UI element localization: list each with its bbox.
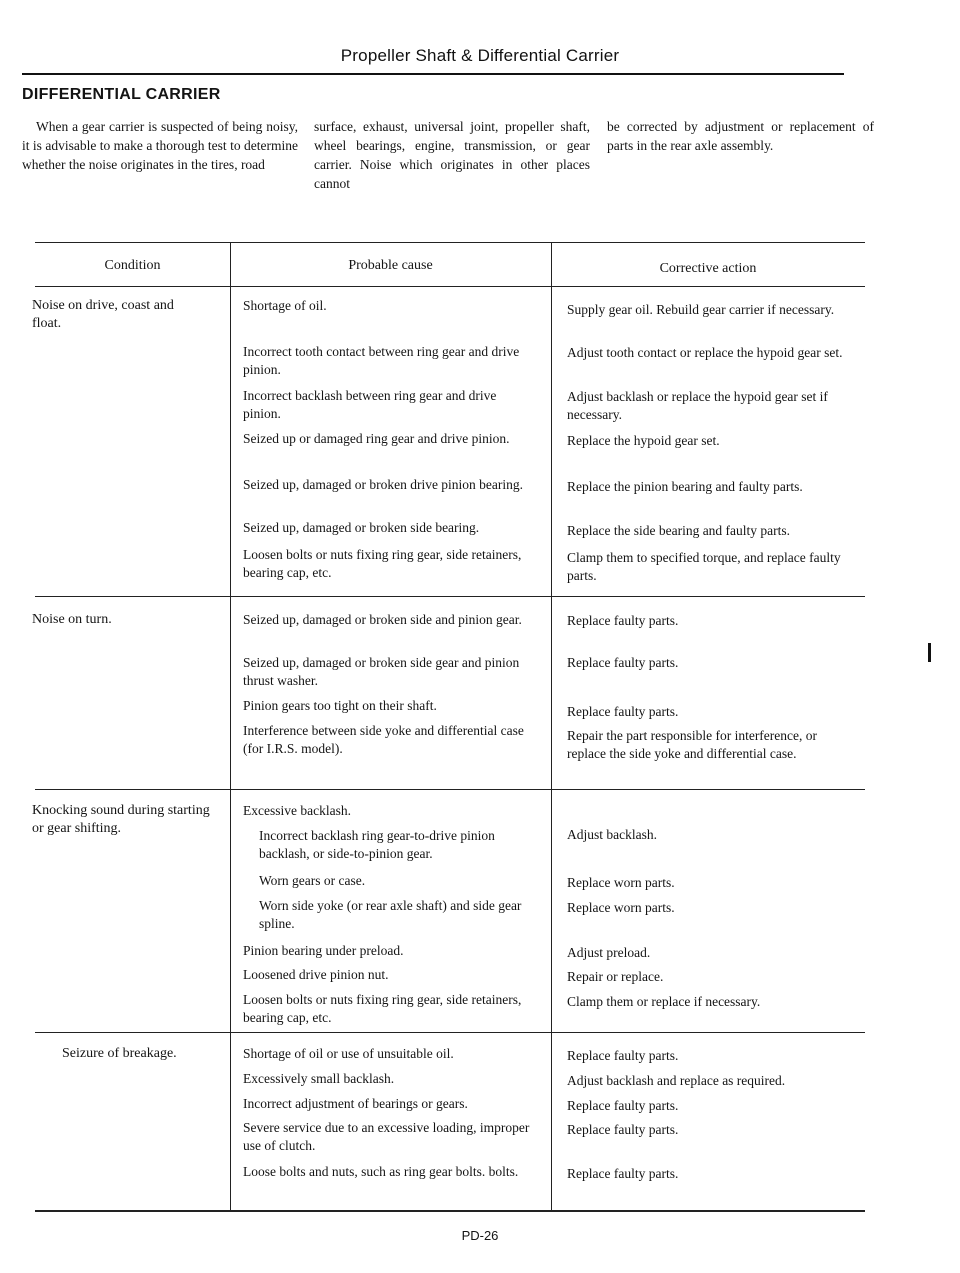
row-divider <box>35 789 865 790</box>
intro-column-3: be corrected by adjustment or replacement of parts in the rear axle assembly. <box>607 119 874 153</box>
cause-item: Excessive backlash. <box>243 803 351 818</box>
cause-item: Loosen bolts or nuts fixing ring gear, side retainers, bearing cap, etc. <box>243 547 522 580</box>
cause-item: Incorrect tooth contact between ring gear and drive pinion. <box>243 344 520 377</box>
cause-item: Interference between side yoke and differential case (for I.R.S. model). <box>243 723 524 756</box>
cause-item: Loosen bolts or nuts fixing ring gear, side retainers, bearing cap, etc. <box>243 992 522 1025</box>
cause-item: Shortage of oil. <box>243 298 327 313</box>
action-item: Replace the pinion bearing and faulty parts. <box>567 479 803 494</box>
action-item: Replace faulty parts. <box>567 613 679 628</box>
condition-knocking-sound: Knocking sound during starting or gear shifting. <box>32 803 210 836</box>
cause-item: Seized up, damaged or broken side and pinion gear. <box>243 612 522 627</box>
cause-item: Seized up, damaged or broken side bearing. <box>243 520 480 535</box>
action-item: Adjust backlash and replace as required. <box>567 1073 786 1088</box>
column-header-cause: Probable cause <box>348 258 433 273</box>
cause-item: Pinion gears too tight on their shaft. <box>243 698 437 713</box>
action-item: Adjust backlash or replace the hypoid gear set if necessary. <box>567 389 828 422</box>
cause-item: Seized up or damaged ring gear and drive pinion. <box>243 431 510 446</box>
cause-item: Worn gears or case. <box>259 873 366 888</box>
column-header-condition: Condition <box>104 258 161 273</box>
action-item: Supply gear oil. Rebuild gear carrier if necessary. <box>567 302 835 317</box>
action-item: Clamp them or replace if necessary. <box>567 994 761 1009</box>
row-divider <box>35 1032 865 1033</box>
cause-item: Worn side yoke (or rear axle shaft) and side gear spline. <box>259 898 522 931</box>
cause-item: Incorrect backlash between ring gear and drive pinion. <box>243 388 497 421</box>
header-rule <box>22 73 844 75</box>
column-divider-2 <box>551 242 552 1210</box>
cause-item: Pinion bearing under preload. <box>243 943 404 958</box>
condition-noise-on-drive: Noise on drive, coast and float. <box>32 298 174 331</box>
page-number: PD-26 <box>461 1228 499 1243</box>
cause-item: Loosened drive pinion nut. <box>243 967 389 982</box>
column-header-action: Corrective action <box>659 261 757 276</box>
table-header-rule <box>35 286 865 287</box>
action-item: Replace faulty parts. <box>567 1166 679 1181</box>
action-item: Replace the side bearing and faulty parts. <box>567 523 791 538</box>
cause-item: Shortage of oil or use of unsuitable oil. <box>243 1046 454 1061</box>
table-top-rule <box>35 242 865 243</box>
action-item: Clamp them to specified torque, and replace faulty parts. <box>567 550 841 583</box>
action-item: Repair the part responsible for interference, or replace the side yoke and differential case. <box>567 728 818 761</box>
cause-item: Incorrect backlash ring gear-to-drive pinion backlash, or side-to-pinion gear. <box>259 828 495 861</box>
action-item: Replace worn parts. <box>567 900 675 915</box>
table-bottom-rule <box>35 1210 865 1212</box>
condition-seizure: Seizure of breakage. <box>62 1046 177 1061</box>
cause-item: Seized up, damaged or broken drive pinion bearing. <box>243 477 524 492</box>
action-item: Replace faulty parts. <box>567 1098 679 1113</box>
intro-column-1: When a gear carrier is suspected of being noisy, it is advisable to make a thorough test to determine whether the noise originates in the tires, road <box>22 119 298 172</box>
cause-item: Seized up, damaged or broken side gear and pinion thrust washer. <box>243 655 520 688</box>
action-item: Replace the hypoid gear set. <box>567 433 720 448</box>
cause-item: Excessively small backlash. <box>243 1071 395 1086</box>
action-item: Replace worn parts. <box>567 875 675 890</box>
cause-item: Incorrect adjustment of bearings or gears. <box>243 1096 468 1111</box>
action-item: Replace faulty parts. <box>567 704 679 719</box>
action-item: Adjust backlash. <box>567 827 657 842</box>
intro-column-2: surface, exhaust, universal joint, propeller shaft, wheel bearings, engine, transmission, or gear carrier. Noise which originates in other places cannot <box>314 119 590 191</box>
action-item: Replace faulty parts. <box>567 1048 679 1063</box>
action-item: Repair or replace. <box>567 969 664 984</box>
cause-item: Loose bolts and nuts, such as ring gear bolts. bolts. <box>243 1164 519 1179</box>
page-header-title: Propeller Shaft & Differential Carrier <box>340 46 620 65</box>
action-item: Adjust preload. <box>567 945 651 960</box>
row-divider <box>35 596 865 597</box>
action-item: Replace faulty parts. <box>567 655 679 670</box>
action-item: Replace faulty parts. <box>567 1122 679 1137</box>
column-divider-1 <box>230 242 231 1210</box>
margin-bar-mark <box>928 643 931 662</box>
action-item: Adjust tooth contact or replace the hypoid gear set. <box>567 345 843 360</box>
section-title: DIFFERENTIAL CARRIER <box>22 86 221 103</box>
cause-item: Severe service due to an excessive loading, improper use of clutch. <box>243 1120 530 1153</box>
condition-noise-on-turn: Noise on turn. <box>32 612 112 627</box>
